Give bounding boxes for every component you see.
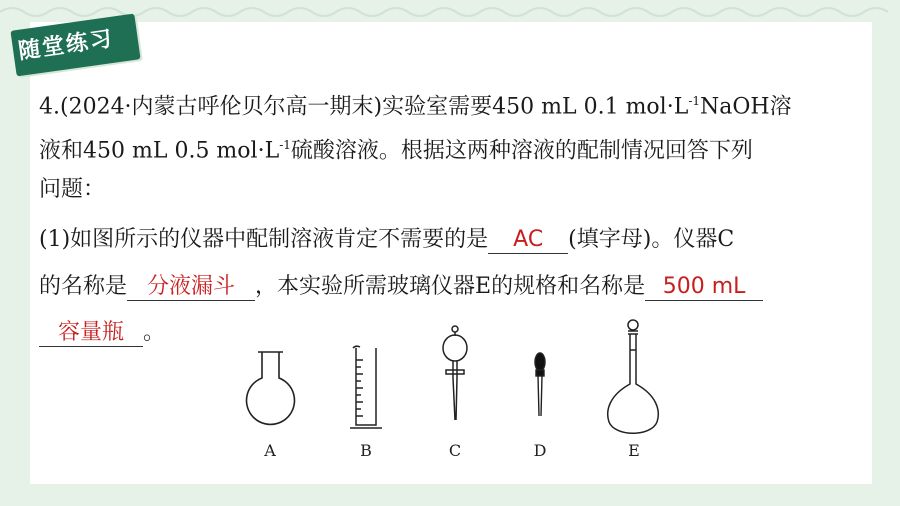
answer-text: AC (513, 227, 544, 252)
question-text: 的名称是 (39, 274, 128, 299)
flask-e-drawing (608, 320, 659, 433)
answer-text: 容量瓶 (57, 320, 124, 345)
superscript: -1 (279, 138, 291, 152)
flask-a-drawing (247, 352, 295, 424)
question-text: ，本实验所需玻璃仪器E的规格和名称是 (255, 274, 646, 299)
answer-text: 分液漏斗 (147, 274, 236, 299)
question-text: 。 (143, 320, 166, 345)
funnel-c-drawing (443, 326, 467, 420)
question-text: 液和450 mL 0.5 mol·L (39, 138, 280, 164)
question-text: 4.(2024·内蒙古呼伦贝尔高一期末)实验室需要450 mL 0.1 mol·L (39, 94, 689, 120)
apparatus-label-a: A (264, 441, 276, 460)
section-badge-label: 随堂练习 (16, 26, 116, 65)
question-text: 硫酸溶液。根据这两种溶液的配制情况回答下列 (290, 138, 753, 164)
apparatus-label-b: B (360, 441, 372, 460)
question-text: (填字母)。仪器C (568, 227, 735, 252)
dropper-d-drawing (535, 353, 545, 416)
question-text: (1)如图所示的仪器中配制溶液肯定不需要的是 (39, 227, 489, 252)
apparatus-label-e: E (628, 441, 640, 460)
apparatus-label-c: C (448, 441, 462, 460)
answer-text: 500 mL (662, 274, 746, 299)
apparatus-label-d: D (533, 441, 547, 460)
question-text: NaOH溶 (700, 94, 792, 120)
superscript: -1 (688, 94, 701, 108)
cylinder-b-drawing (350, 346, 382, 428)
question-text: 问题： (39, 177, 106, 202)
